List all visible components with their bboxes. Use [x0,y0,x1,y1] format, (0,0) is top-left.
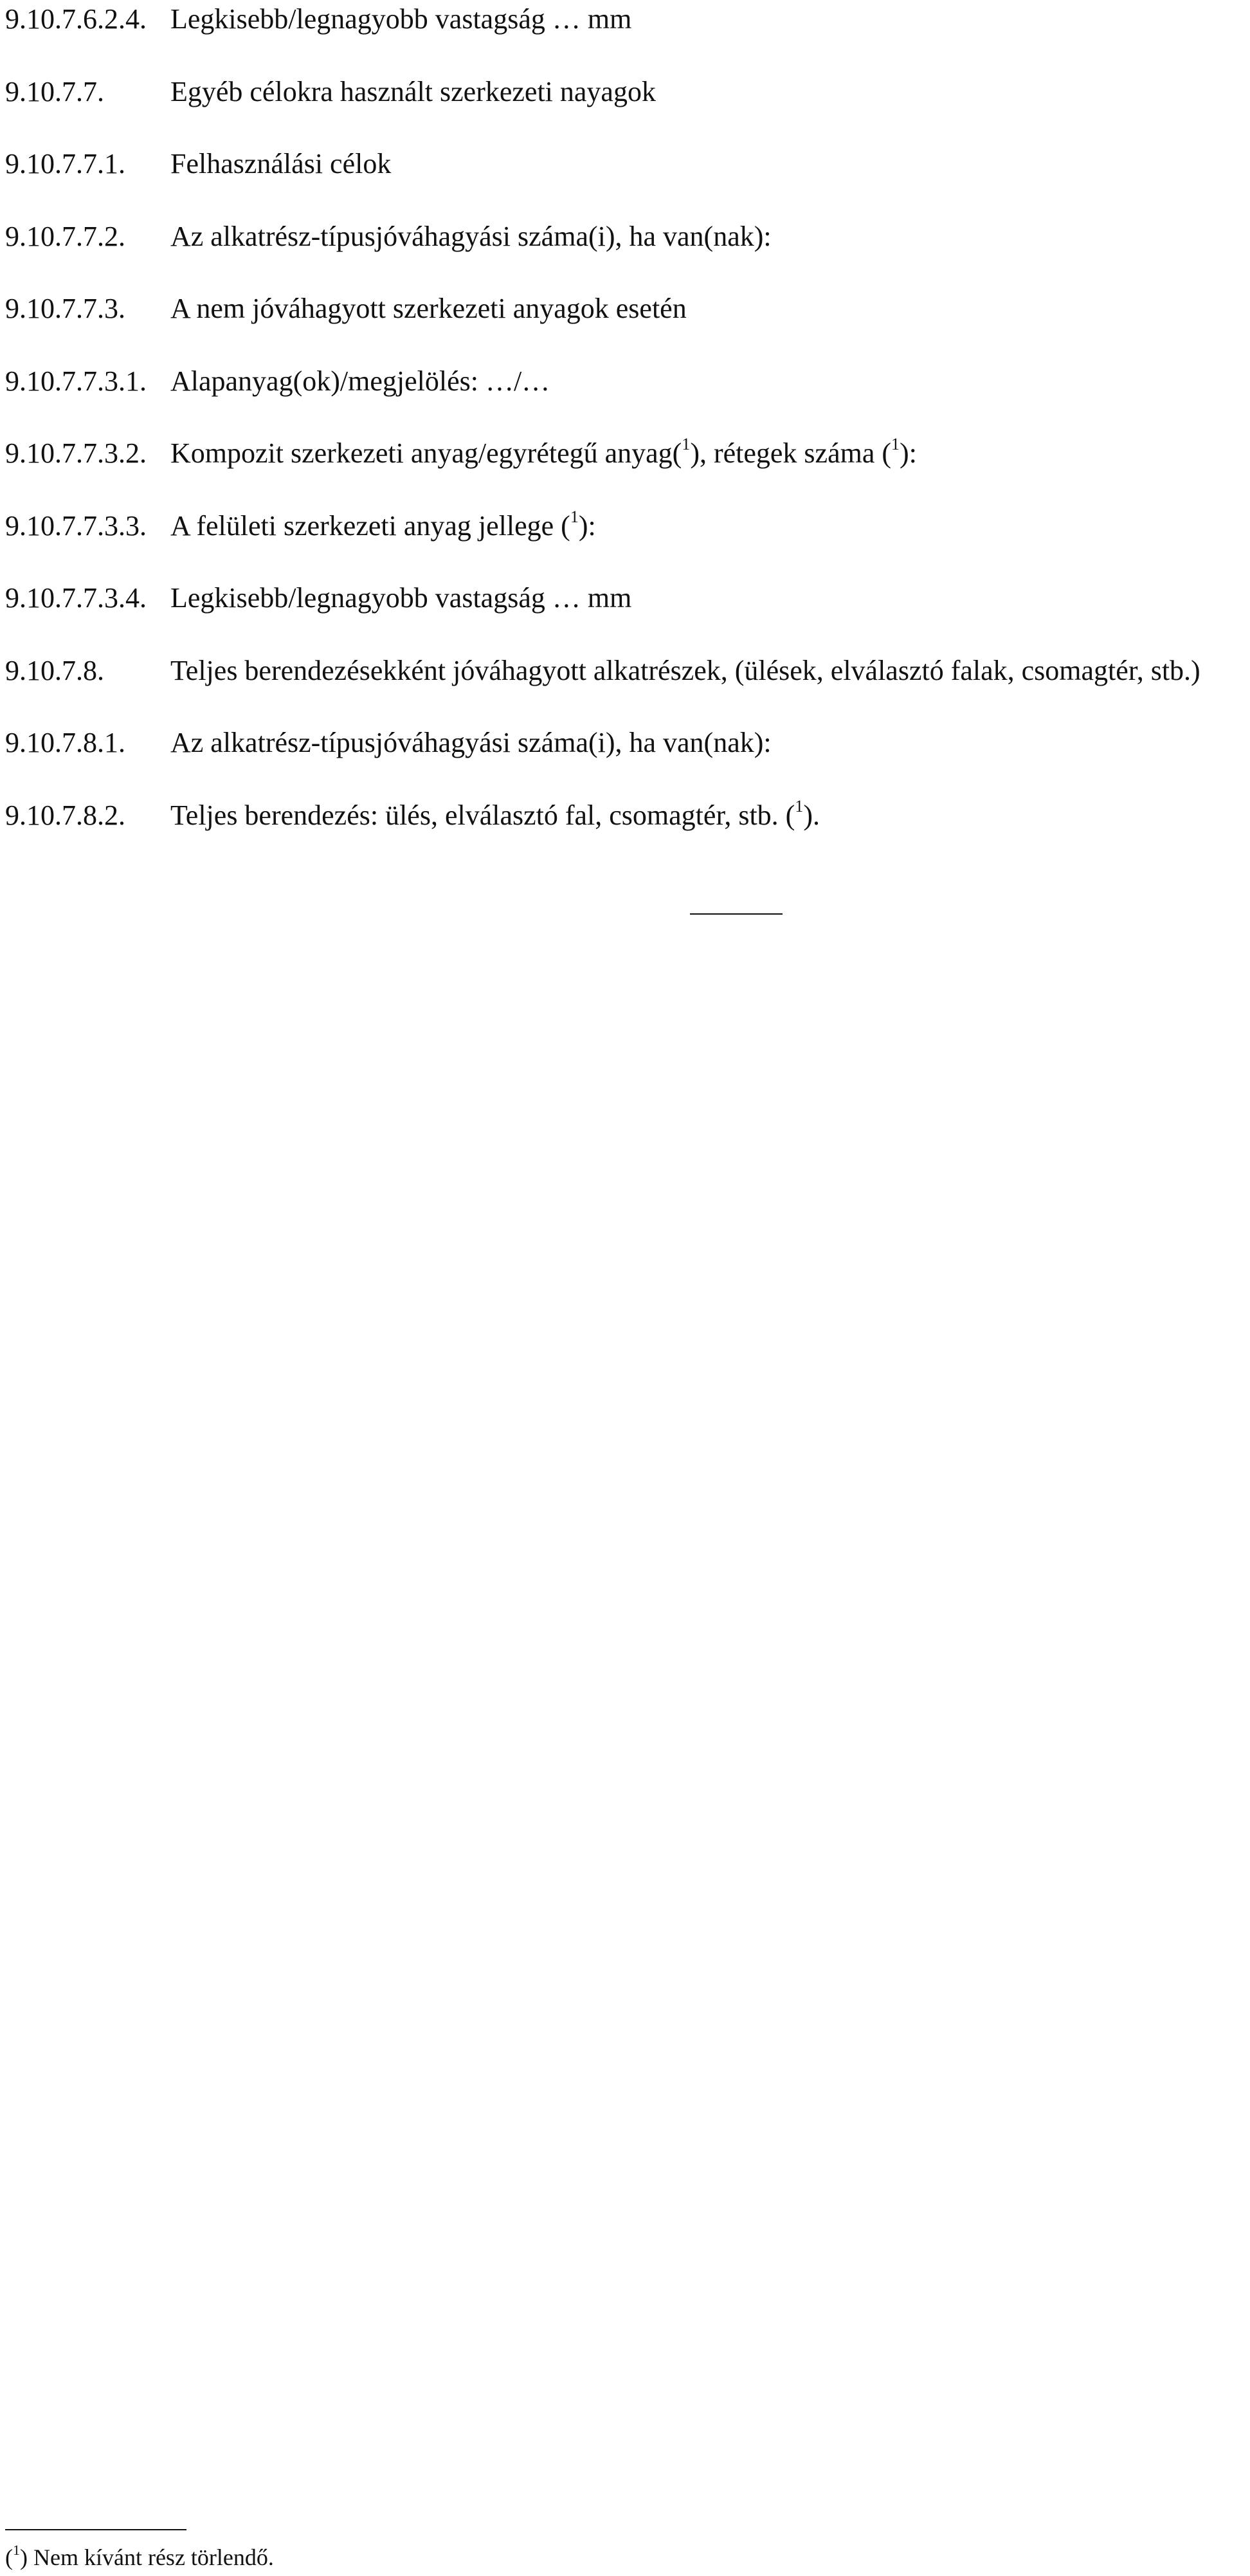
section-end-divider [690,913,783,915]
list-item [5,579,1246,652]
footnote-reference: 1 [891,435,900,454]
item-number: 9.10.7.8. [5,654,104,686]
item-number: 9.10.7.6.2.4. [5,3,147,35]
item-number: 9.10.7.8.2. [5,799,125,831]
footnote-paren-close: ) [20,2544,28,2570]
item-number: 9.10.7.7.2. [5,220,125,252]
item-text: Legkisebb/legnagyobb vastagság … mm [170,3,632,35]
footnote-reference: 1 [795,796,804,816]
item-number: 9.10.7.7.3.2. [5,437,147,469]
list-item [5,507,1246,580]
item-list [5,0,1246,868]
item-text-part: Kompozit szerkezeti anyag/egyrétegű anyag( [170,437,682,469]
list-item [5,724,1246,796]
item-text: Felhasználási célok [170,148,392,179]
item-text: A nem jóváhagyott szerkezeti anyagok esetén [170,293,687,324]
item-text-part: ). [803,799,820,831]
item-text-part: A felületi szerkezeti anyag jellege ( [170,509,570,542]
item-number: 9.10.7.7.3.3. [5,509,147,542]
item-text: Alapanyag(ok)/megjelölés: …/… [170,365,550,397]
item-number: 9.10.7.7.3.4. [5,582,147,614]
item-number: 9.10.7.8.1. [5,727,125,758]
footnote-reference: 1 [570,507,579,526]
item-number: 9.10.7.7.3. [5,293,125,324]
item-text: Teljes berendezésekként jóváhagyott alkatrészek, (ülések, elválasztó falak, csomagtér, stb.) [170,654,1200,686]
footnote-reference: 1 [682,435,691,454]
item-text-part: ): [578,509,596,542]
list-item [5,73,1246,145]
item-number: 9.10.7.7.3.1. [5,365,147,397]
item-text: Az alkatrész-típusjóváhagyási száma(i), ha van(nak): [170,727,772,758]
list-item [5,796,1246,869]
item-text [170,508,596,544]
item-text: Legkisebb/legnagyobb vastagság … mm [170,582,632,614]
item-text: Az alkatrész-típusjóváhagyási száma(i), ha van(nak): [170,220,772,252]
footnote-paren-open: ( [5,2544,13,2570]
item-text [170,798,820,834]
list-item [5,0,1246,73]
footnote-marker: 1 [13,2542,20,2558]
list-item [5,434,1246,507]
item-number: 9.10.7.7.1. [5,148,125,179]
list-item [5,145,1246,217]
item-text [170,435,917,471]
item-text-part: Teljes berendezés: ülés, elválasztó fal, csomagtér, stb. ( [170,799,795,831]
item-text-part: ), rétegek száma ( [690,437,892,469]
item-text-part: ): [900,437,917,469]
list-item [5,652,1246,724]
list-item [5,217,1246,290]
footnote-divider [5,2529,186,2530]
footnote [5,2543,274,2571]
list-item [5,289,1246,362]
list-item [5,362,1246,435]
item-number: 9.10.7.7. [5,75,104,107]
item-text: Egyéb célokra használt szerkezeti nayagok [170,75,656,107]
footnote-text: Nem kívánt rész törlendő. [28,2544,274,2570]
